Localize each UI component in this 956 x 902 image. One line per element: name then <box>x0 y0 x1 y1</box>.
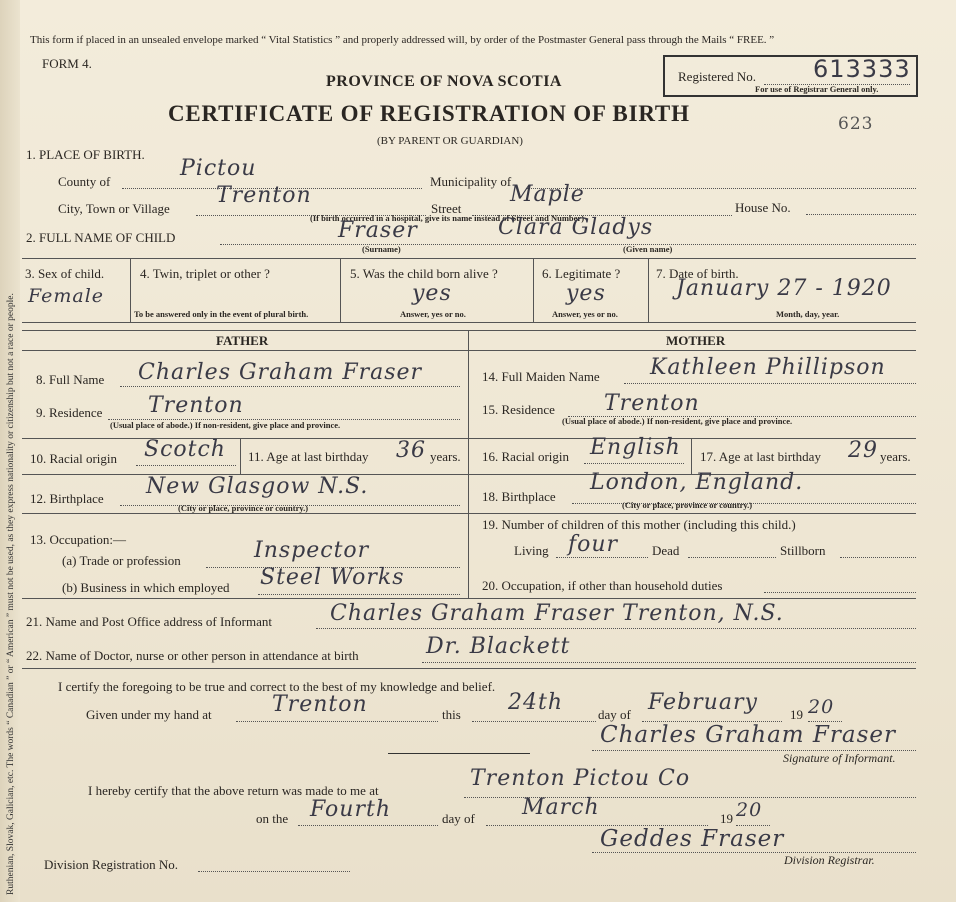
alive-note: Answer, yes or no. <box>400 309 466 319</box>
form-number: FORM 4. <box>42 56 92 71</box>
surname-note: (Surname) <box>362 244 401 254</box>
children-label: 19. Number of children of this mother (including this child.) <box>482 517 796 532</box>
day-of-label: day of <box>598 707 631 722</box>
divider <box>648 258 649 322</box>
row-rule <box>22 513 916 514</box>
registrar-signature: Geddes Fraser <box>600 826 785 852</box>
separator-line <box>388 753 530 754</box>
division-registration-label: Division Registration No. <box>44 857 178 872</box>
registrar-day-value: Fourth <box>310 797 392 822</box>
trade-value: Inspector <box>254 538 370 563</box>
mother-years-label: years. <box>880 449 911 464</box>
province-heading: PROVINCE OF NOVA SCOTIA <box>326 73 562 90</box>
given-place-line <box>236 721 438 722</box>
mother-residence-label: 15. Residence <box>482 402 555 417</box>
father-residence-value: Trenton <box>148 393 244 418</box>
registrar-day-of-label: day of <box>442 811 475 826</box>
father-name-label: 8. Full Name <box>36 372 105 387</box>
side-note: Ruthenian, Slovak, Galician, etc. The words “ Canadian ” or “ American ” must not be used, as they express nationality or citizenship but not a race or people. <box>6 293 16 895</box>
father-years-label: years. <box>430 449 461 464</box>
house-no-label: House No. <box>735 200 791 215</box>
registered-no-label: Registered No. <box>678 69 756 84</box>
division-registrar-label: Division Registrar. <box>784 853 875 867</box>
divider <box>340 258 341 322</box>
hospital-note: (If birth occurred in a hospital, give its name instead of Street and Number) <box>310 213 585 223</box>
stillborn-label: Stillborn <box>780 543 826 558</box>
city-label: City, Town or Village <box>58 201 170 216</box>
mother-age-label: 17. Age at last birthday <box>700 449 821 464</box>
father-birthplace-note: (City or place, province or country.) <box>178 503 309 513</box>
child-surname: Fraser <box>338 218 418 243</box>
father-race-label: 10. Racial origin <box>30 451 118 466</box>
father-heading: FATHER <box>216 333 269 348</box>
registrar-statement: I hereby certify that the above return was made to me at <box>88 783 379 798</box>
house-no-line <box>806 214 916 215</box>
day-value: 24th <box>508 690 564 715</box>
business-line <box>258 594 460 595</box>
registered-number: 613333 <box>813 55 911 83</box>
child-name-line <box>220 244 916 245</box>
mother-name-line <box>624 383 916 384</box>
registrar-year-prefix: 19 <box>720 811 733 826</box>
registrar-month-value: March <box>522 795 600 820</box>
registrar-general-note: For use of Registrar General only. <box>755 84 879 94</box>
parents-heading-rule <box>22 350 916 351</box>
street-value: Maple <box>510 182 585 207</box>
doctor-line <box>422 662 916 663</box>
registration-mark: 623 <box>838 114 874 134</box>
informant-line <box>316 628 916 629</box>
twin-label: 4. Twin, triplet or other ? <box>140 266 270 281</box>
given-name-note: (Given name) <box>623 244 673 254</box>
row-3-top-rule <box>22 258 916 259</box>
street-label: Street <box>431 201 462 216</box>
father-birthplace-label: 12. Birthplace <box>30 491 104 506</box>
informant-signature: Charles Graham Fraser <box>600 722 897 748</box>
registrar-place-value: Trenton Pictou Co <box>470 766 691 791</box>
business-label: (b) Business in which employed <box>62 580 230 595</box>
subtitle: (BY PARENT OR GUARDIAN) <box>377 135 523 147</box>
given-place-value: Trenton <box>272 692 368 717</box>
division-registration-line <box>198 871 350 872</box>
dob-label: 7. Date of birth. <box>656 266 739 281</box>
mother-residence-note: (Usual place of abode.) If non-resident, give place and province. <box>562 416 793 426</box>
legitimate-value: yes <box>566 281 606 306</box>
row-3-bottom-rule <box>22 322 916 323</box>
legitimate-label: 6. Legitimate ? <box>542 266 621 281</box>
this-label: this <box>442 707 461 722</box>
parents-bottom-rule <box>22 598 916 599</box>
mother-occupation-label: 20. Occupation, if other than household duties <box>482 578 723 593</box>
dead-label: Dead <box>652 543 680 558</box>
father-age-label: 11. Age at last birthday <box>248 449 369 464</box>
dob-note: Month, day, year. <box>776 309 840 319</box>
parents-top-rule <box>22 330 916 331</box>
divider <box>533 258 534 322</box>
father-residence-note: (Usual place of abode.) If non-resident, give place and province. <box>110 420 341 430</box>
business-value: Steel Works <box>260 565 405 590</box>
dead-line <box>688 557 776 558</box>
mother-birthplace-label: 18. Birthplace <box>482 489 556 504</box>
year-value: 20 <box>808 696 835 718</box>
child-name-label: 2. FULL NAME OF CHILD <box>26 230 176 245</box>
day-line <box>472 721 596 722</box>
mother-residence-value: Trenton <box>604 391 700 416</box>
father-race-value: Scotch <box>144 437 226 462</box>
county-value: Pictou <box>180 156 257 181</box>
age-divider <box>691 438 692 474</box>
on-the-label: on the <box>256 811 289 826</box>
registrar-day-line <box>298 825 438 826</box>
mother-heading: MOTHER <box>666 333 726 348</box>
father-name-value: Charles Graham Fraser <box>138 360 423 385</box>
mother-birthplace-value: London, England. <box>590 470 804 495</box>
mother-name-value: Kathleen Phillipson <box>650 355 886 380</box>
sex-value: Female <box>28 285 105 307</box>
certify-top-rule <box>22 668 916 669</box>
postal-note: This form if placed in an unsealed envelope marked “ Vital Statistics ” and properly addressed will, by order of the Postmaster General pass through the Mails “ FREE. ” <box>30 34 775 46</box>
city-value: Trenton <box>216 183 312 208</box>
age-divider <box>240 438 241 474</box>
year-prefix: 19 <box>790 707 803 722</box>
father-residence-label: 9. Residence <box>36 405 103 420</box>
child-given-name: Clara Gladys <box>498 215 654 240</box>
divider <box>130 258 131 322</box>
mother-race-line <box>584 463 684 464</box>
place-of-birth-heading: 1. PLACE OF BIRTH. <box>26 147 145 162</box>
mother-age-value: 29 <box>848 438 878 463</box>
alive-label: 5. Was the child born alive ? <box>350 266 498 281</box>
doctor-value: Dr. Blackett <box>426 634 571 659</box>
informant-label: 21. Name and Post Office address of Informant <box>26 614 272 629</box>
dob-value: January 27 - 1920 <box>676 276 892 301</box>
municipality-label: Municipality of <box>430 174 512 189</box>
mother-race-value: English <box>590 435 681 460</box>
stillborn-line <box>840 557 916 558</box>
doctor-label: 22. Name of Doctor, nurse or other person in attendance at birth <box>26 648 359 663</box>
father-name-line <box>120 386 460 387</box>
month-value: February <box>648 690 758 715</box>
father-race-line <box>136 465 236 466</box>
registrar-year-value: 20 <box>736 799 763 821</box>
mother-birthplace-note: (City or place, province or country.) <box>622 500 753 510</box>
living-line <box>556 557 648 558</box>
certify-statement: I certify the foregoing to be true and correct to the best of my knowledge and belief. <box>58 679 496 694</box>
mother-occupation-line <box>764 592 916 593</box>
sex-label: 3. Sex of child. <box>25 266 105 281</box>
father-birthplace-value: New Glasgow N.S. <box>146 474 369 499</box>
mother-race-label: 16. Racial origin <box>482 449 570 464</box>
informant-value: Charles Graham Fraser Trenton, N.S. <box>330 601 784 626</box>
parents-divider <box>468 330 469 598</box>
living-value: four <box>568 532 619 557</box>
twin-note: To be answered only in the event of plural birth. <box>134 309 309 319</box>
page-title: CERTIFICATE OF REGISTRATION OF BIRTH <box>168 101 690 126</box>
legitimate-note: Answer, yes or no. <box>552 309 618 319</box>
given-label: Given under my hand at <box>86 707 212 722</box>
alive-value: yes <box>412 281 452 306</box>
father-occupation-label: 13. Occupation:— <box>30 532 127 547</box>
mother-name-label: 14. Full Maiden Name <box>482 369 600 384</box>
signature-of-informant-label: Signature of Informant. <box>783 751 896 765</box>
trade-label: (a) Trade or profession <box>62 553 181 568</box>
father-age-value: 36 <box>396 438 426 463</box>
county-label: County of <box>58 174 111 189</box>
living-label: Living <box>514 543 549 558</box>
